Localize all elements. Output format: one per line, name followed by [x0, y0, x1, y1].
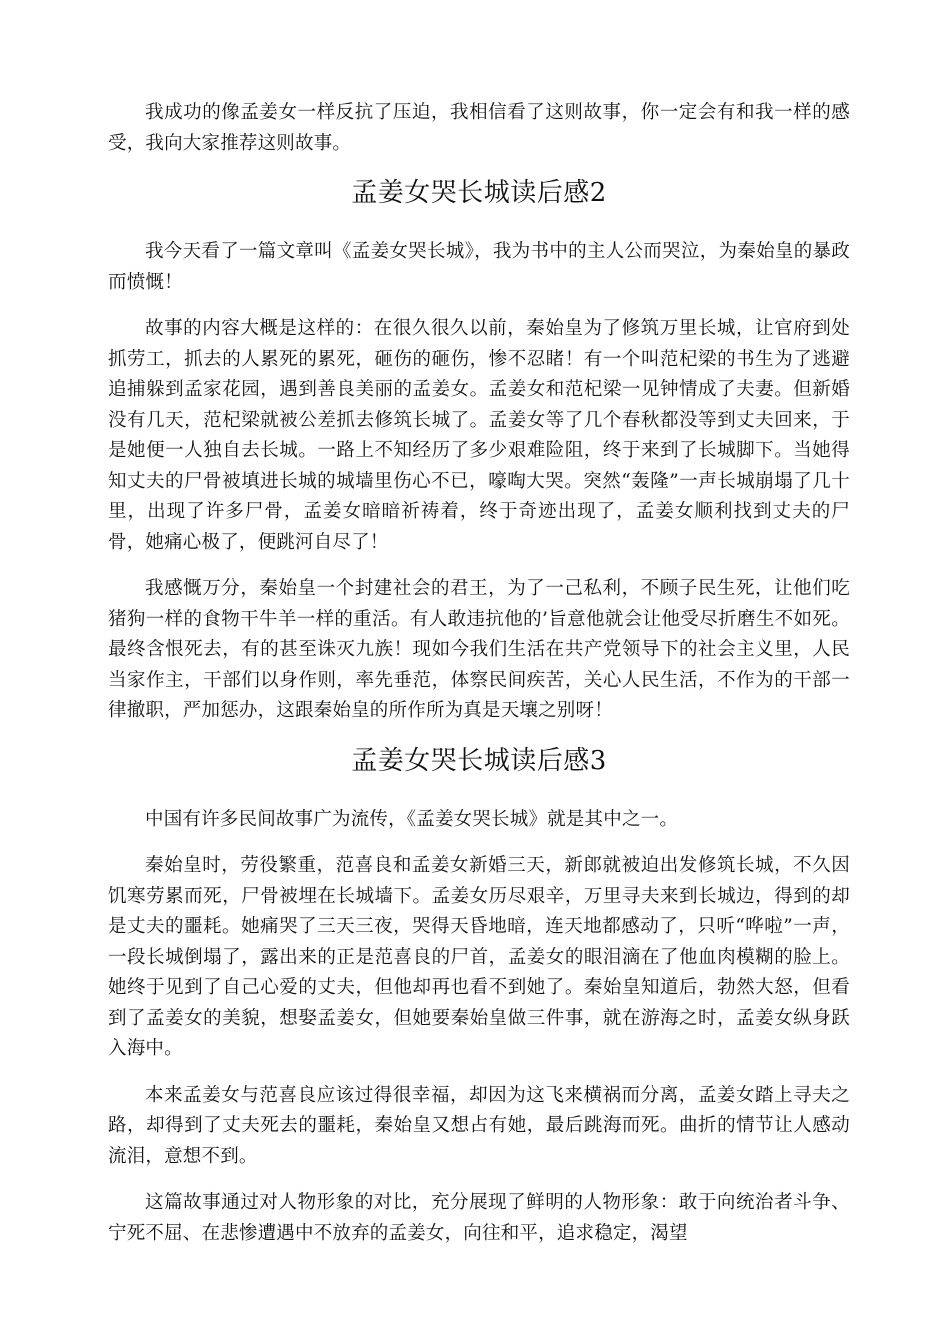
section-intro-continued	[108, 98, 850, 159]
paragraph: 这篇故事通过对人物形象的对比，充分展现了鲜明的人物形象：敢于向统治者斗争、宁死不屈、在悲惨遭遇中不放弃的孟姜女，向往和平，追求稳定，渴望	[108, 1192, 850, 1244]
paragraph: 中国有许多民间故事广为流传，《孟姜女哭长城》就是其中之一。	[145, 808, 679, 830]
section-reading-reflection-3	[108, 743, 850, 1250]
section-title: 孟姜女哭长城读后感3	[351, 745, 607, 776]
paragraph: 我感慨万分，秦始皇一个封建社会的君王，为了一己私利，不顾子民生死，让他们吃猪狗一样的食物干牛羊一样的重活。有人敢违抗他的’旨意他就会让他受尽折磨生不如死。最终含恨死去，有的甚至诛灭九族！现如今我们生活在共产党领导下的社会主义里，人民当家作主，干部们以身作则，率先垂范，体察民间疾苦，关心人民生活，不作为的干部一律撤职，严加惩办，这跟秦始皇的所作所为真是天壤之别呀！	[108, 578, 850, 721]
section-title: 孟姜女哭长城读后感2	[351, 178, 607, 208]
paragraph: 我成功的像孟姜女一样反抗了压迫，我相信看了这则故事，你一定会有和我一样的感受，我向大家推荐这则故事。	[108, 102, 850, 154]
paragraph: 秦始皇时，劳役繁重，范喜良和孟姜女新婚三天，新郎就被迫出发修筑长城，不久因饥寒劳累而死，尸骨被埋在长城墙下。孟姜女历尽艰辛，万里寻夫来到长城边，得到的却是丈夫的噩耗。她痛哭了三天三夜，哭得天昏地暗，连天地都感动了，只听“哗啦”一声，一段长城倒塌了，露出来的正是范喜良的尸首，孟姜女的眼泪滴在了他血肉模糊的脸上。她终于见到了自己心爱的丈夫，但他却再也看不到她了。秦始皇知道后，勃然大怒，但看到了孟姜女的美貌，想娶孟姜女，但她要秦始皇做三件事，就在游海之时，孟姜女纵身跃入海中。	[108, 855, 850, 1059]
paragraph: 我今天看了一篇文章叫《孟姜女哭长城》，我为书中的主人公而哭泣，为秦始皇的暴政而愤慨！	[108, 241, 850, 293]
document-page	[108, 98, 850, 1265]
paragraph: 本来孟姜女与范喜良应该过得很幸福，却因为这飞来横祸而分离，孟姜女踏上寻夫之路，却得到了丈夫死去的噩耗，秦始皇又想占有她，最后跳海而死。曲折的情节让人感动流泪，意想不到。	[108, 1084, 850, 1167]
paragraph: 故事的内容大概是这样的：在很久很久以前，秦始皇为了修筑万里长城，让官府到处抓劳工，抓去的人累死的累死，砸伤的砸伤，惨不忍睹！有一个叫范杞梁的书生为了逃避追捕躲到孟家花园，遇到善良美丽的孟姜女。孟姜女和范杞梁一见钟情成了夫妻。但新婚没有几天，范杞梁就被公差抓去修筑长城了。孟姜女等了几个春秋都没等到丈夫回来，于是她便一人独自去长城。一路上不知经历了多少艰难险阻，终于来到了长城脚下。当她得知丈夫的尸骨被填进长城的城墙里伤心不已，嚎啕大哭。突然“轰隆”一声长城崩塌了几十里，出现了许多尸骨，孟姜女暗暗祈祷着，终于奇迹出现了，孟姜女顺利找到丈夫的尸骨，她痛心极了，便跳河自尽了！	[108, 318, 850, 553]
section-reading-reflection-2	[108, 175, 850, 727]
